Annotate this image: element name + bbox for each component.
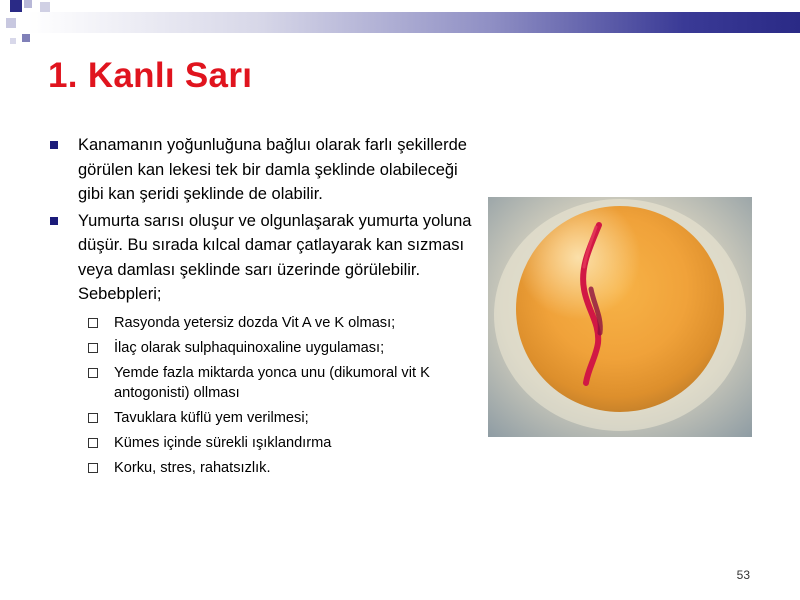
sub-bullet-item — [86, 458, 486, 478]
slide-title: 1. Kanlı Sarı — [48, 56, 253, 95]
sub-bullet-item — [86, 313, 486, 333]
bullet-item — [46, 209, 486, 307]
decor-square — [24, 0, 32, 8]
hollow-square-bullet-icon — [88, 318, 98, 328]
bullet-text: Yumurta sarısı oluşur ve olgunlaşarak yumurta yoluna düşür. Bu sırada kılcal damar çatlayarak kan sızması veya damlası şeklinde sarı üzerinde görülebilir. Sebebpleri; — [78, 211, 472, 303]
slide-number: 53 — [736, 568, 750, 582]
sub-bullet-text: Rasyonda yetersiz dozda Vit A ve K olması; — [114, 314, 396, 331]
decor-square — [22, 34, 30, 42]
sub-bullet-text: Korku, stres, rahatsızlık. — [114, 459, 271, 476]
decor-square — [40, 2, 50, 12]
hollow-square-bullet-icon — [88, 438, 98, 448]
decor-square — [10, 0, 22, 12]
sub-bullet-text: Yemde fazla miktarda yonca unu (dikumoral vit K antogonisti) ollması — [114, 364, 430, 401]
egg-yolk-blood-spot-photo — [488, 197, 752, 437]
square-bullet-icon — [50, 141, 58, 149]
hollow-square-bullet-icon — [88, 413, 98, 423]
bullet-item — [46, 133, 486, 207]
hollow-square-bullet-icon — [88, 343, 98, 353]
sub-bullet-list — [46, 313, 486, 478]
sub-bullet-text: Tavuklara küflü yem verilmesi; — [114, 409, 309, 426]
hollow-square-bullet-icon — [88, 368, 98, 378]
decor-square — [6, 18, 16, 28]
decor-square — [10, 38, 16, 44]
sub-bullet-item — [86, 433, 486, 453]
sub-bullet-text: İlaç olarak sulphaquinoxaline uygulaması; — [114, 339, 385, 356]
header-decoration — [0, 0, 800, 40]
sub-bullet-item — [86, 363, 486, 403]
hollow-square-bullet-icon — [88, 463, 98, 473]
slide-content — [46, 133, 486, 483]
sub-bullet-item — [86, 338, 486, 358]
bullet-text: Kanamanın yoğunluğuna bağluı olarak farlı şekillerde görülen kan lekesi tek bir damla şeklinde olabileceği gibi kan şeridi şeklinde de olabilir. — [78, 136, 467, 203]
square-bullet-icon — [50, 217, 58, 225]
sub-bullet-item — [86, 408, 486, 428]
sub-bullet-text: Kümes içinde sürekli ışıklandırma — [114, 434, 332, 451]
header-gradient-bar — [28, 12, 800, 33]
